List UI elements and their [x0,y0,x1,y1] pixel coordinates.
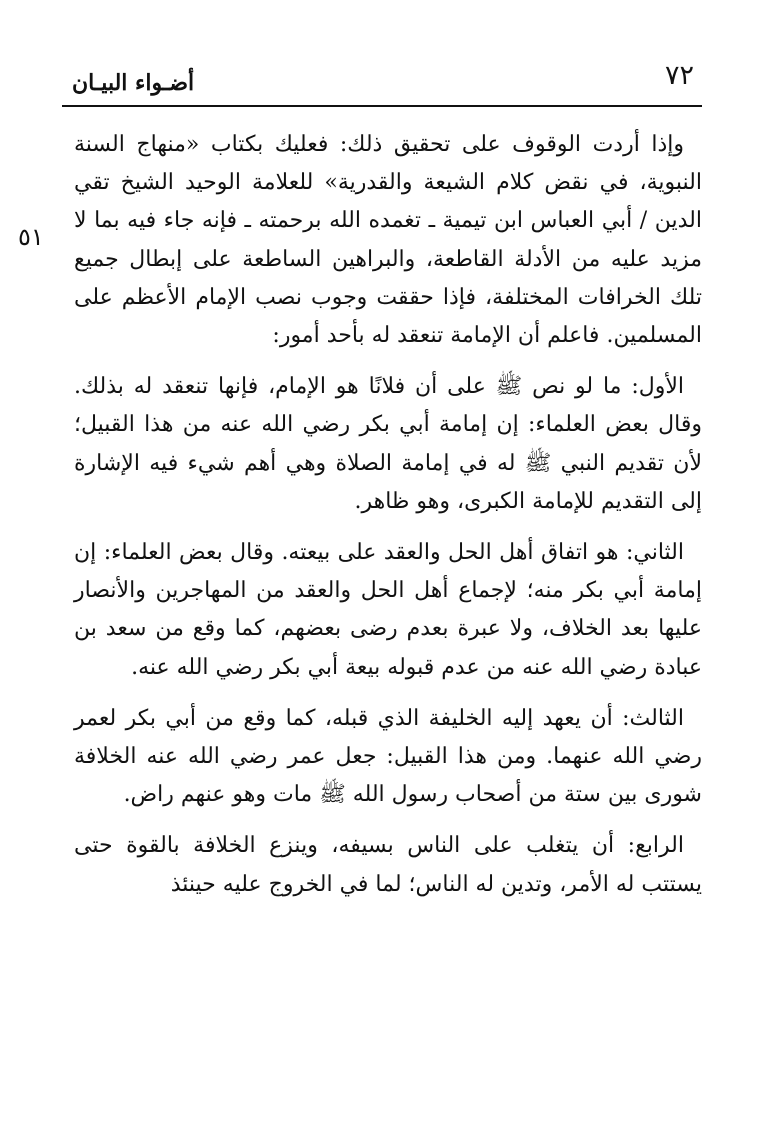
paragraph-second: الثاني: هو اتفاق أهل الحل والعقد على بيعته. وقال بعض العلماء: إن إمامة أبي بكر منه؛ لإجماع أهل الحل والعقد من المهاجرين والأنصار عليها بعد الخلاف، ولا عبرة بعدم رضى بعضهم، كما وقع من سعد بن عبادة رضي الله عنه من عدم قبوله بيعة أبي بكر رضي الله عنه. [74,540,702,680]
book-title: أضـواء البيـان [72,70,195,96]
paragraph-first: الأول: ما لو نص ﷺ على أن فلانًا هو الإمام، فإنها تنعقد له بذلك. وقال بعض العلماء: إن إمامة أبي بكر رضي الله عنه من هذا القبيل؛ لأن تقديم النبي ﷺ له في إمامة الصلاة وهي أهم شيء فيه الإشارة إلى التقديم للإمامة الكبرى، وهو ظاهر. [74,374,702,514]
header-divider [62,105,702,107]
paragraph-intro: وإذا أردت الوقوف على تحقيق ذلك: فعليك بكتاب «منهاج السنة النبوية، في نقض كلام الشيعة والقدرية» للعلامة الوحيد الشيخ تقي الدين / أبي العباس ابن تيمية ـ تغمده الله برحمته ـ فإنه جاء فيه بما لا مزيد عليه من الأدلة القاطعة، والبراهين الساطعة على إبطال جميع تلك الخرافات المختلفة، فإذا حققت وجوب نصب الإمام الأعظم على المسلمين. فاعلم أن الإمامة تنعقد له بأحد أمور: [74,132,702,349]
paragraph-third: الثالث: أن يعهد إليه الخليفة الذي قبله، كما وقع من أبي بكر لعمر رضي الله عنهما. ومن هذا القبيل: جعل عمر رضي الله عنه الخلافة شورى بين ستة من أصحاب رسول الله ﷺ مات وهو عنهم راض. [74,705,702,808]
margin-note-number: ٥١ [18,223,44,251]
page-number: ٧٢ [664,60,694,91]
page-header [62,58,702,108]
paragraph-fourth: الرابع: أن يتغلب على الناس بسيفه، وينزع الخلافة بالقوة حتى يستتب له الأمر، وتدين له الناس؛ لما في الخروج عليه حينئذ [74,833,702,897]
main-text [74,126,702,917]
